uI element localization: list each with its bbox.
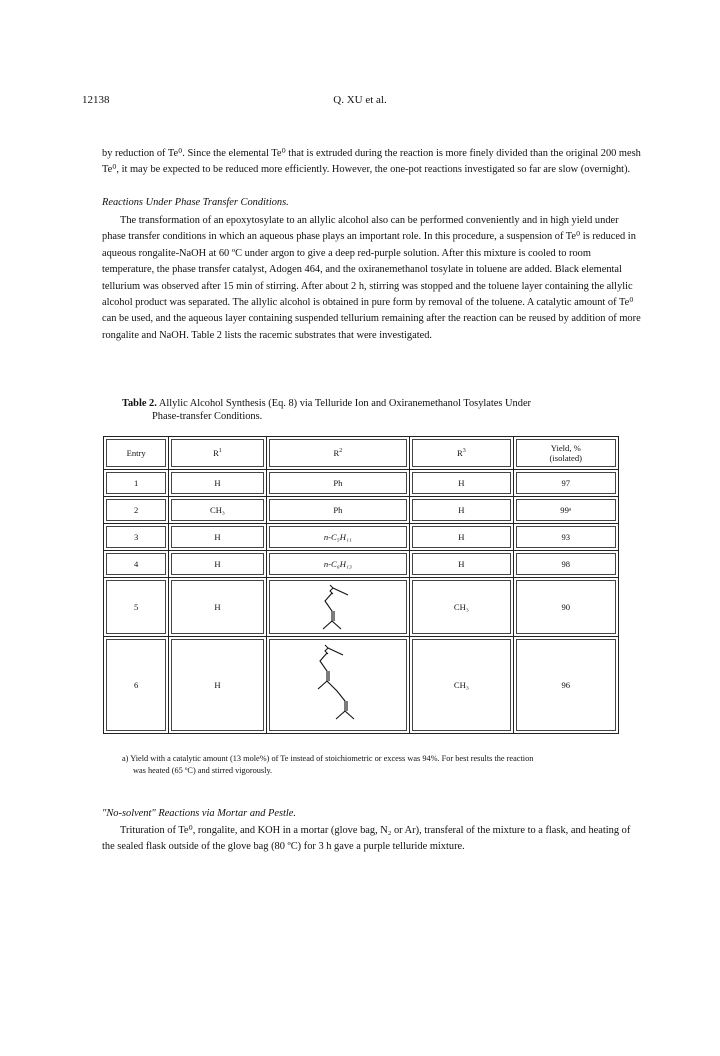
cell-entry: 5	[104, 578, 169, 637]
cell-entry: 1	[104, 470, 169, 497]
table-caption-line1: Allylic Alcohol Synthesis (Eq. 8) via Telluride Ion and Oxiranemethanol Tosylates Under	[156, 398, 532, 409]
prenyl-structure-drawing	[308, 579, 368, 635]
running-header-authors: Q. XU et al.	[333, 94, 387, 106]
paragraph-1: by reduction of Te⁰. Since the elemental Te⁰ that is extruded during the reaction is more finely divided than the original 200 mesh Te⁰, it may be expected to be reduced more efficiently. However, the one-pot reactions investigated so far are slow (overnight).	[102, 148, 641, 176]
table-footnote-line1: a) Yield with a catalytic amount (13 mole%) of Te instead of stoichiometric or excess was 94%. For best results the reaction	[122, 754, 534, 763]
cell-r3: H	[410, 470, 513, 497]
cell-r3: H	[410, 497, 513, 524]
table-row	[104, 578, 619, 637]
cell-r2: n-C₆H₁₃	[266, 551, 410, 578]
cell-yield: 96	[513, 637, 618, 734]
table-header-row	[104, 437, 619, 470]
cell-yield: 99ᵃ	[513, 497, 618, 524]
page-number: 12138	[82, 94, 110, 106]
cell-r1: CH₃	[169, 497, 266, 524]
table-caption-line2: Phase-transfer Conditions.	[152, 411, 263, 422]
table-row	[104, 551, 619, 578]
cell-r2-structure	[266, 578, 410, 637]
paragraph-2: The transformation of an epoxytosylate to an allylic alcohol also can be performed conveniently and in high yield under phase transfer conditions in which an aqueous phase plays an important role. In this procedure, a suspension of Te⁰ is reduced in aqueous rongalite-NaOH at 60 ºC under argon to give a deep red-purple solution. After this mixture is cooled to room temperature, the phase transfer catalyst, Adogen 464, and the oxiranemethanol tosylate in toluene are added. Black elemental tellurium was observed after 15 min of stirring. After about 2 h, stirring was stopped and the toluene layer containing the allylic alcohol product was separated. The allylic alcohol is obtained in pure form by removal of the toluene. A catalytic amount of Te⁰ can be used, and the aqueous layer containing suspended tellurium remaining after the reaction can be reused by addition of more rongalite and NaOH. Table 2 lists the racemic substrates that were investigated.	[102, 215, 641, 341]
cell-yield: 97	[513, 470, 618, 497]
cell-entry: 3	[104, 524, 169, 551]
cell-r2: Ph	[266, 470, 410, 497]
paragraph-3: Trituration of Te⁰, rongalite, and KOH in a mortar (glove bag, N₂ or Ar), transferal of the mixture to a flask, and heating of the sealed flask outside of the glove bag (80 ºC) for 3 h gave a purple telluride mixture.	[102, 825, 631, 853]
cell-r3: CH₃	[410, 637, 513, 734]
geranyl-structure-drawing	[303, 639, 373, 731]
table-footnote-line2: was heated (65 ºC) and stirred vigorously.	[133, 766, 273, 775]
header-r1-sup: 1	[218, 448, 222, 455]
cell-r2: Ph	[266, 497, 410, 524]
table-row	[104, 470, 619, 497]
cell-r3: H	[410, 524, 513, 551]
cell-yield: 90	[513, 578, 618, 637]
cell-r1: H	[169, 551, 266, 578]
cell-r3: H	[410, 551, 513, 578]
header-r3-sup: 3	[462, 448, 466, 455]
section-title-phase-transfer: Reactions Under Phase Transfer Conditions.	[102, 197, 289, 208]
table-label: Table 2.	[122, 398, 157, 409]
cell-r2: n-C₅H₁₁	[266, 524, 410, 551]
cell-entry: 2	[104, 497, 169, 524]
header-r1	[169, 437, 266, 470]
cell-r2-structure	[266, 637, 410, 734]
table-row	[104, 524, 619, 551]
cell-r1: H	[169, 578, 266, 637]
cell-r1: H	[169, 637, 266, 734]
cell-r1: H	[169, 470, 266, 497]
cell-entry: 6	[104, 637, 169, 734]
cell-yield: 98	[513, 551, 618, 578]
cell-r3: CH₃	[410, 578, 513, 637]
header-yield	[513, 437, 618, 470]
header-yield-line2: (isolated)	[549, 453, 583, 463]
table-row	[104, 637, 619, 734]
cell-entry: 4	[104, 551, 169, 578]
header-r1-label: R	[213, 448, 219, 458]
cell-yield: 93	[513, 524, 618, 551]
results-table	[103, 436, 619, 734]
header-entry: Entry	[104, 437, 169, 470]
header-yield-line1: Yield, %	[550, 443, 581, 453]
table-caption	[122, 397, 642, 411]
header-r2	[266, 437, 410, 470]
header-r2-sup: 2	[339, 448, 343, 455]
section-title-no-solvent: "No-solvent" Reactions via Mortar and Pestle.	[102, 808, 296, 819]
header-r2-label: R	[333, 448, 340, 458]
table-row	[104, 497, 619, 524]
cell-r1: H	[169, 524, 266, 551]
header-r3-label: R	[457, 448, 463, 458]
header-r3	[410, 437, 513, 470]
